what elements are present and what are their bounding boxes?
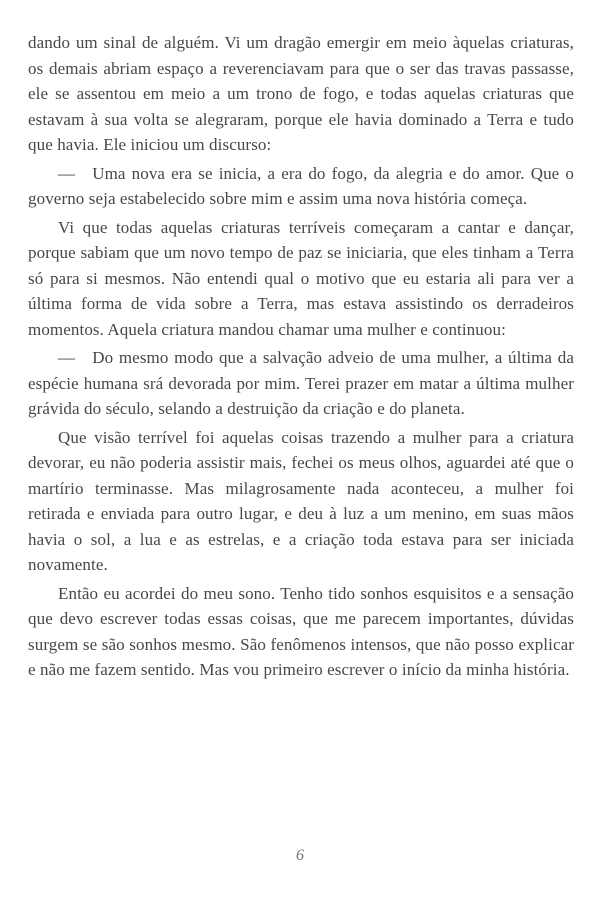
paragraph: Que visão terrível foi aquelas coisas trazendo a mulher para a criatura devorar, eu não poderia assistir mais, fechei os meus olhos, aguardei até que o martírio terminasse. Mas milagrosamente nada aconteceu, a mulher foi retirada e enviada para outro lugar, e deu à luz a um menino, em suas mãos havia o sol, a lua e as estrelas, e a criação toda estava para ser iniciada novamente. (28, 427, 574, 574)
dialogue-paragraph: — Do mesmo modo que a salvação adveio de uma mulher, a última da espécie humana srá devorada por mim. Terei prazer em matar a última mulher grávida do século, selando a destruição da criação e do planeta. (28, 348, 574, 418)
paragraph: Vi que todas aquelas criaturas terríveis começaram a cantar e dançar, porque sabiam que um novo tempo de paz se iniciaria, que eles tinham a Terra só para si mesmos. Não entendi qual o motivo que eu estaria ali para ver a última forma de vida sobre a Terra, mas estava assistindo os derradeiros momentos. Aquela criatura mandou chamar uma mulher e continuou: (28, 217, 574, 339)
dialogue-paragraph: — Uma nova era se inicia, a era do fogo, da alegria e do amor. Que o governo seja estabelecido sobre mim e assim uma nova história começa. (28, 163, 574, 208)
paragraph: dando um sinal de alguém. Vi um dragão emergir em meio àquelas criaturas, os demais abriam espaço a reverenciavam para que o ser das travas passasse, ele se assentou em meio a um trono de fogo, e todas aquelas criaturas que estavam à sua volta se alegraram, porque ele havia dominado a Terra e tudo que havia. Ele iniciou um discurso: (28, 33, 574, 154)
paragraph: Então eu acordei do meu sono. Tenho tido sonhos esquisitos e a sensação que devo escrever todas essas coisas, que me parecem importantes, dúvidas surgem se são sonhos mesmo. São fenômenos intensos, que não posso explicar e não me fazem sentido. Mas vou primeiro escrever o início da minha história. (28, 583, 574, 679)
page-number: 6 (296, 847, 304, 864)
